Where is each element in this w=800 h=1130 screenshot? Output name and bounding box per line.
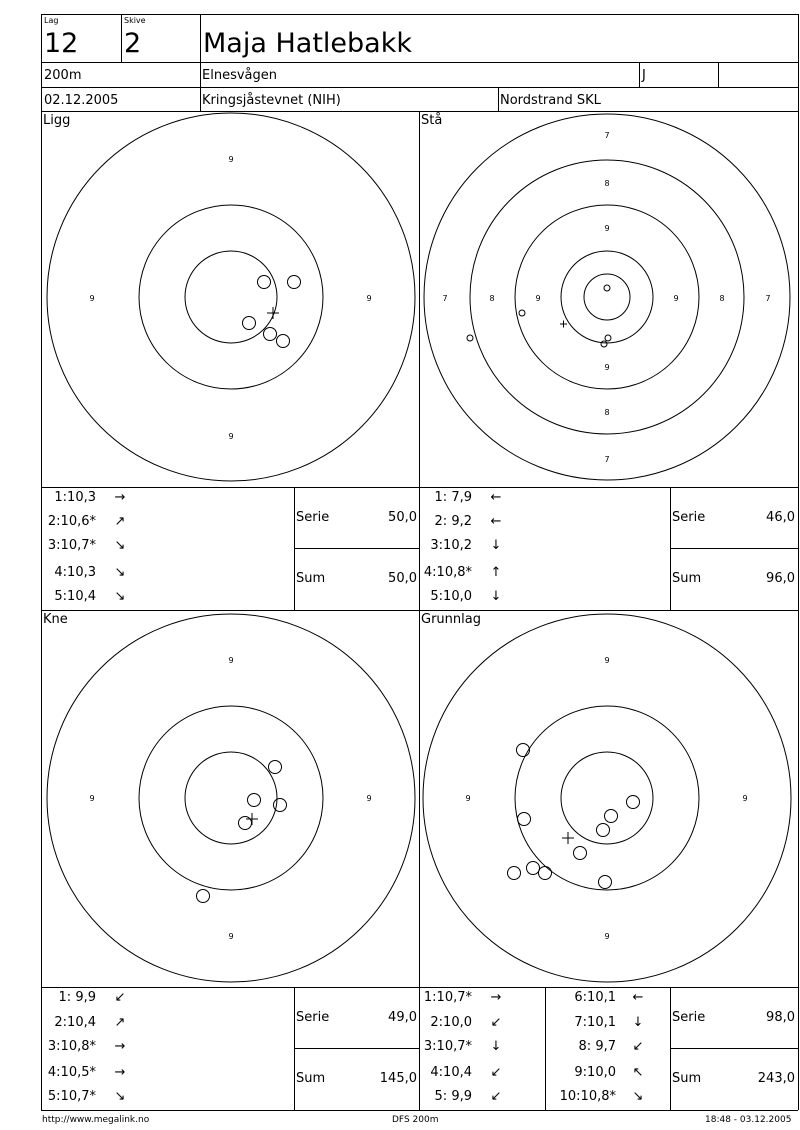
- lag-label: Lag: [44, 16, 59, 25]
- shot-hole: [197, 890, 210, 903]
- serie-value: 50,0: [388, 510, 417, 525]
- shot-row: 5:10,4 ↘: [44, 589, 130, 604]
- shot-row: 1: 7,9 ←: [420, 490, 506, 505]
- shot-row: 2: 9,2 ←: [420, 514, 506, 529]
- ring-label: 9: [366, 794, 372, 803]
- sum-label: Sum: [672, 1071, 702, 1086]
- ring-label: 7: [604, 131, 610, 140]
- direction-arrow-icon: ↙: [114, 990, 126, 1005]
- sum-label: Sum: [672, 571, 702, 586]
- shot-row: 1: 9,9 ↙: [44, 990, 130, 1005]
- direction-arrow-icon: ↓: [632, 1015, 644, 1030]
- sum-value: 243,0: [757, 1071, 795, 1086]
- shot-hole: [599, 876, 612, 889]
- shot-row: 2:10,0 ↙: [420, 1015, 506, 1030]
- shot-row: 4:10,8* ↑: [420, 565, 506, 580]
- ring-label: 9: [742, 794, 748, 803]
- sum-label: Sum: [296, 571, 326, 586]
- ring-label: 9: [604, 656, 610, 665]
- ring-label: 7: [604, 455, 610, 464]
- mean-point-marker: [560, 321, 567, 328]
- ring-label: 8: [604, 179, 610, 188]
- direction-arrow-icon: ←: [632, 990, 644, 1005]
- shot-hole: [277, 335, 290, 348]
- serie-label: Serie: [296, 510, 330, 525]
- date: 02.12.2005: [44, 93, 119, 108]
- direction-arrow-icon: ↓: [490, 589, 502, 604]
- direction-arrow-icon: →: [114, 1039, 126, 1054]
- shot-hole: [605, 335, 611, 341]
- shot-hole: [605, 810, 618, 823]
- shot-hole: [508, 867, 521, 880]
- ligg-target: [42, 112, 419, 487]
- direction-arrow-icon: →: [114, 1065, 126, 1080]
- shot-row: 1:10,7* →: [420, 990, 506, 1005]
- shot-row: 4:10,3 ↘: [44, 565, 130, 580]
- serie-label: Serie: [296, 1010, 330, 1025]
- shot-row: 3:10,2 ↓: [420, 538, 506, 553]
- direction-arrow-icon: →: [114, 490, 126, 505]
- grunnlag-title: Grunnlag: [421, 612, 481, 627]
- ring-label: 9: [228, 656, 234, 665]
- shot-row: 10:10,8* ↘: [546, 1089, 648, 1104]
- shot-row: 5: 9,9 ↙: [420, 1089, 506, 1104]
- direction-arrow-icon: ↘: [114, 1089, 126, 1104]
- sum-value: 145,0: [379, 1071, 417, 1086]
- shot-hole: [601, 341, 607, 347]
- shot-row: 5:10,7* ↘: [44, 1089, 130, 1104]
- shot-row: 4:10,4 ↙: [420, 1065, 506, 1080]
- shot-hole: [519, 310, 525, 316]
- serie-value: 49,0: [388, 1010, 417, 1025]
- direction-arrow-icon: ↙: [632, 1039, 644, 1054]
- shot-hole: [539, 867, 552, 880]
- footer-timestamp: 18:48 - 03.12.2005: [705, 1115, 792, 1125]
- footer-url[interactable]: http://www.megalink.no: [42, 1115, 150, 1125]
- direction-arrow-icon: ↑: [490, 565, 502, 580]
- serie-value: 46,0: [766, 510, 795, 525]
- shot-row: 3:10,8* →: [44, 1039, 130, 1054]
- shot-row: 9:10,0 ↖: [546, 1065, 648, 1080]
- shot-row: 3:10,7* ↓: [420, 1039, 506, 1054]
- shot-row: 8: 9,7 ↙: [546, 1039, 648, 1054]
- shot-hole: [248, 794, 261, 807]
- direction-arrow-icon: ↘: [114, 565, 126, 580]
- ring-label: 9: [465, 794, 471, 803]
- shot-row: 2:10,6* ↗: [44, 514, 130, 529]
- mean-point-marker: [246, 813, 258, 825]
- skive-label: Skive: [124, 16, 146, 25]
- shot-hole: [269, 761, 282, 774]
- ring-label: 9: [228, 932, 234, 941]
- ring-label: 9: [89, 294, 95, 303]
- sta-target: [420, 112, 798, 487]
- direction-arrow-icon: →: [490, 990, 502, 1005]
- direction-arrow-icon: ↘: [114, 538, 126, 553]
- shot-hole: [243, 317, 256, 330]
- location: Elnesvågen: [202, 68, 277, 83]
- ring-label: 9: [89, 794, 95, 803]
- class: J: [642, 68, 646, 83]
- sum-label: Sum: [296, 1071, 326, 1086]
- ring-label: 9: [604, 363, 610, 372]
- shot-hole: [264, 328, 277, 341]
- direction-arrow-icon: ↙: [490, 1015, 502, 1030]
- shooter-name: Maja Hatlebakk: [203, 28, 412, 59]
- direction-arrow-icon: ←: [490, 514, 502, 529]
- serie-label: Serie: [672, 1010, 706, 1025]
- ring-label: 8: [604, 408, 610, 417]
- skive-value: 2: [124, 28, 142, 59]
- mean-point-marker: [267, 307, 279, 319]
- direction-arrow-icon: ↗: [114, 1015, 126, 1030]
- shot-hole: [574, 847, 587, 860]
- direction-arrow-icon: ↓: [490, 1039, 502, 1054]
- ring-label: 8: [489, 294, 495, 303]
- sta-title: Stå: [421, 113, 443, 128]
- shot-hole: [467, 335, 473, 341]
- direction-arrow-icon: ↖: [632, 1065, 644, 1080]
- shot-hole: [288, 276, 301, 289]
- kne-target: [42, 611, 419, 987]
- shot-row: 2:10,4 ↗: [44, 1015, 130, 1030]
- direction-arrow-icon: ↓: [490, 538, 502, 553]
- direction-arrow-icon: ↙: [490, 1089, 502, 1104]
- ring-label: 9: [604, 224, 610, 233]
- ring-label: 7: [442, 294, 448, 303]
- shot-row: 7:10,1 ↓: [546, 1015, 648, 1030]
- ring-label: 9: [535, 294, 541, 303]
- ring-label: 9: [673, 294, 679, 303]
- direction-arrow-icon: ↙: [490, 1065, 502, 1080]
- grunnlag-target: [420, 611, 798, 987]
- club: Nordstrand SKL: [500, 93, 601, 108]
- ring-label: 7: [765, 294, 771, 303]
- shot-hole: [239, 817, 252, 830]
- shot-row: 6:10,1 ←: [546, 990, 648, 1005]
- shot-hole: [518, 813, 531, 826]
- ring-label: 9: [604, 932, 610, 941]
- shot-hole: [527, 862, 540, 875]
- ring-label: 9: [228, 432, 234, 441]
- shot-row: 5:10,0 ↓: [420, 589, 506, 604]
- serie-label: Serie: [672, 510, 706, 525]
- shot-row: 3:10,7* ↘: [44, 538, 130, 553]
- shot-hole: [258, 276, 271, 289]
- ligg-title: Ligg: [43, 113, 71, 128]
- shot-hole: [597, 824, 610, 837]
- shot-row: 1:10,3 →: [44, 490, 130, 505]
- shot-row: 4:10,5* →: [44, 1065, 130, 1080]
- direction-arrow-icon: ←: [490, 490, 502, 505]
- direction-arrow-icon: ↘: [632, 1089, 644, 1104]
- shot-hole: [517, 744, 530, 757]
- sum-value: 96,0: [766, 571, 795, 586]
- mean-point-marker: [562, 832, 574, 844]
- direction-arrow-icon: ↘: [114, 589, 126, 604]
- shot-hole: [627, 796, 640, 809]
- distance: 200m: [44, 68, 82, 83]
- kne-title: Kne: [43, 612, 68, 627]
- footer-system: DFS 200m: [392, 1115, 439, 1125]
- shot-hole: [604, 285, 610, 291]
- sum-value: 50,0: [388, 571, 417, 586]
- ring-label: 9: [366, 294, 372, 303]
- lag-value: 12: [44, 28, 79, 59]
- event: Kringsjåstevnet (NIH): [202, 93, 341, 108]
- direction-arrow-icon: ↗: [114, 514, 126, 529]
- ring-label: 9: [228, 155, 234, 164]
- shot-hole: [274, 799, 287, 812]
- ring-label: 8: [719, 294, 725, 303]
- serie-value: 98,0: [766, 1010, 795, 1025]
